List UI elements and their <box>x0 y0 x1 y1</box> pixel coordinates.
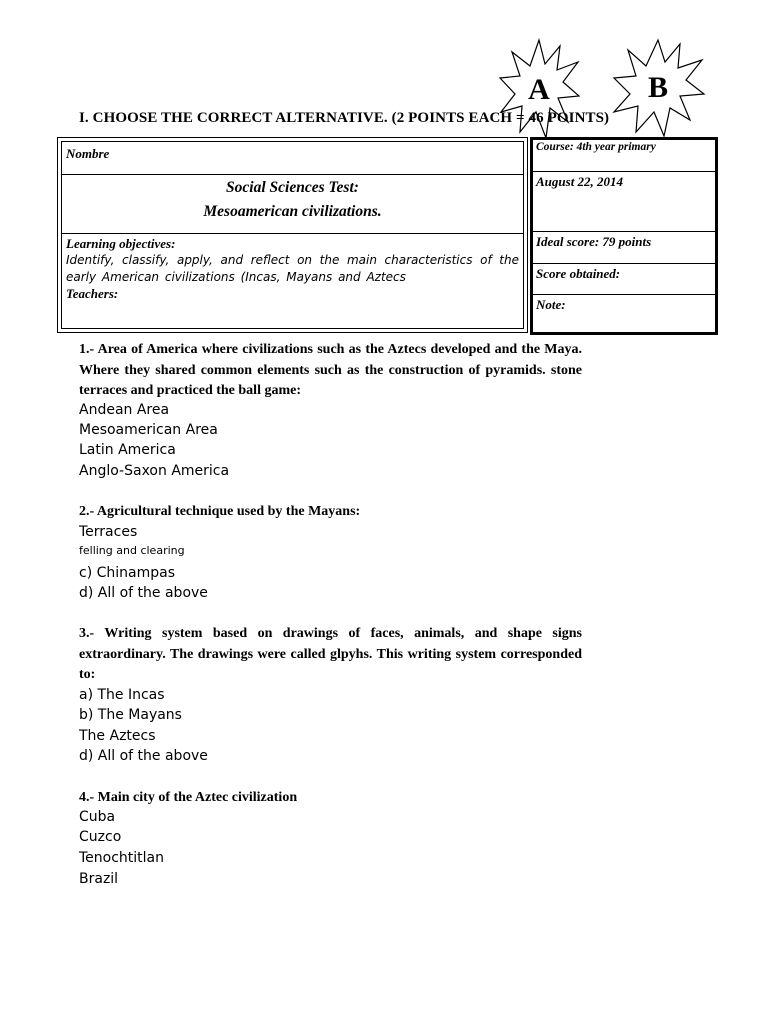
name-cell <box>62 142 523 174</box>
q2-option-2: felling and clearing <box>79 544 185 557</box>
section-title: I. CHOOSE THE CORRECT ALTERNATIVE. (2 POINTS EACH = 46 POINTS) <box>79 110 610 126</box>
q4-option-1: Cuba <box>79 809 116 825</box>
q2-option-4: d) All of the above <box>79 585 208 601</box>
question-1-text: 1.- Area of America where civilizations such as the Aztecs developed and the Maya. Where they shared common elements such as the construction of pyramids. stone terraces and practiced the ball game: <box>79 342 582 398</box>
star-b-letter: B <box>647 71 668 104</box>
objectives-label: Learning objectives: <box>66 236 176 251</box>
teachers-label: Teachers: <box>66 286 119 301</box>
q3-option-3: The Aztecs <box>79 728 156 744</box>
note-cell <box>533 294 715 333</box>
q4-option-3: Tenochtitlan <box>79 850 165 866</box>
subject-subtitle: Mesoamerican civilizations. <box>203 203 382 220</box>
subject-title: Social Sciences Test: <box>226 179 359 196</box>
ideal-score-text: Ideal score: 79 points <box>536 234 652 249</box>
objectives-text: Identify, classify, apply, and reflect on the main characteristics of the early American civilizations (Incas, Mayans and Aztecs <box>66 253 519 284</box>
question-4-text: 4.- Main city of the Aztec civilization <box>79 790 298 805</box>
q2-option-3: c) Chinampas <box>79 565 175 581</box>
name-label: Nombre <box>66 146 110 161</box>
q3-option-1: a) The Incas <box>79 687 165 703</box>
score-obtained-cell <box>533 263 715 295</box>
header-score-table <box>530 137 718 335</box>
q2-option-1: Terraces <box>79 524 138 540</box>
q4-option-2: Cuzco <box>79 829 122 845</box>
star-badge-b <box>610 38 706 138</box>
q4-option-4: Brazil <box>79 871 119 887</box>
objectives-cell <box>62 233 523 331</box>
q1-option-4: Anglo-Saxon America <box>79 463 230 479</box>
subject-cell <box>62 174 523 234</box>
q3-option-2: b) The Mayans <box>79 707 182 723</box>
course-cell <box>533 140 715 171</box>
star-a-letter: A <box>528 73 550 106</box>
score-obtained-text: Score obtained: <box>536 266 621 281</box>
date-text: August 22, 2014 <box>536 174 624 189</box>
header-info-table <box>57 137 528 333</box>
q3-option-4: d) All of the above <box>79 748 208 764</box>
course-text: Course: 4th year primary <box>536 141 656 153</box>
question-2-text: 2.- Agricultural technique used by the Mayans: <box>79 504 361 519</box>
date-cell <box>533 171 715 232</box>
question-3-text: 3.- Writing system based on drawings of faces, animals, and shape signs extraordinary. The drawings were called glpyhs. This writing system corresponded to: <box>79 626 582 682</box>
note-text: Note: <box>536 297 566 312</box>
ideal-score-cell <box>533 231 715 264</box>
q1-option-3: Latin America <box>79 442 176 458</box>
q1-option-1: Andean Area <box>79 402 170 418</box>
q1-option-2: Mesoamerican Area <box>79 422 218 438</box>
